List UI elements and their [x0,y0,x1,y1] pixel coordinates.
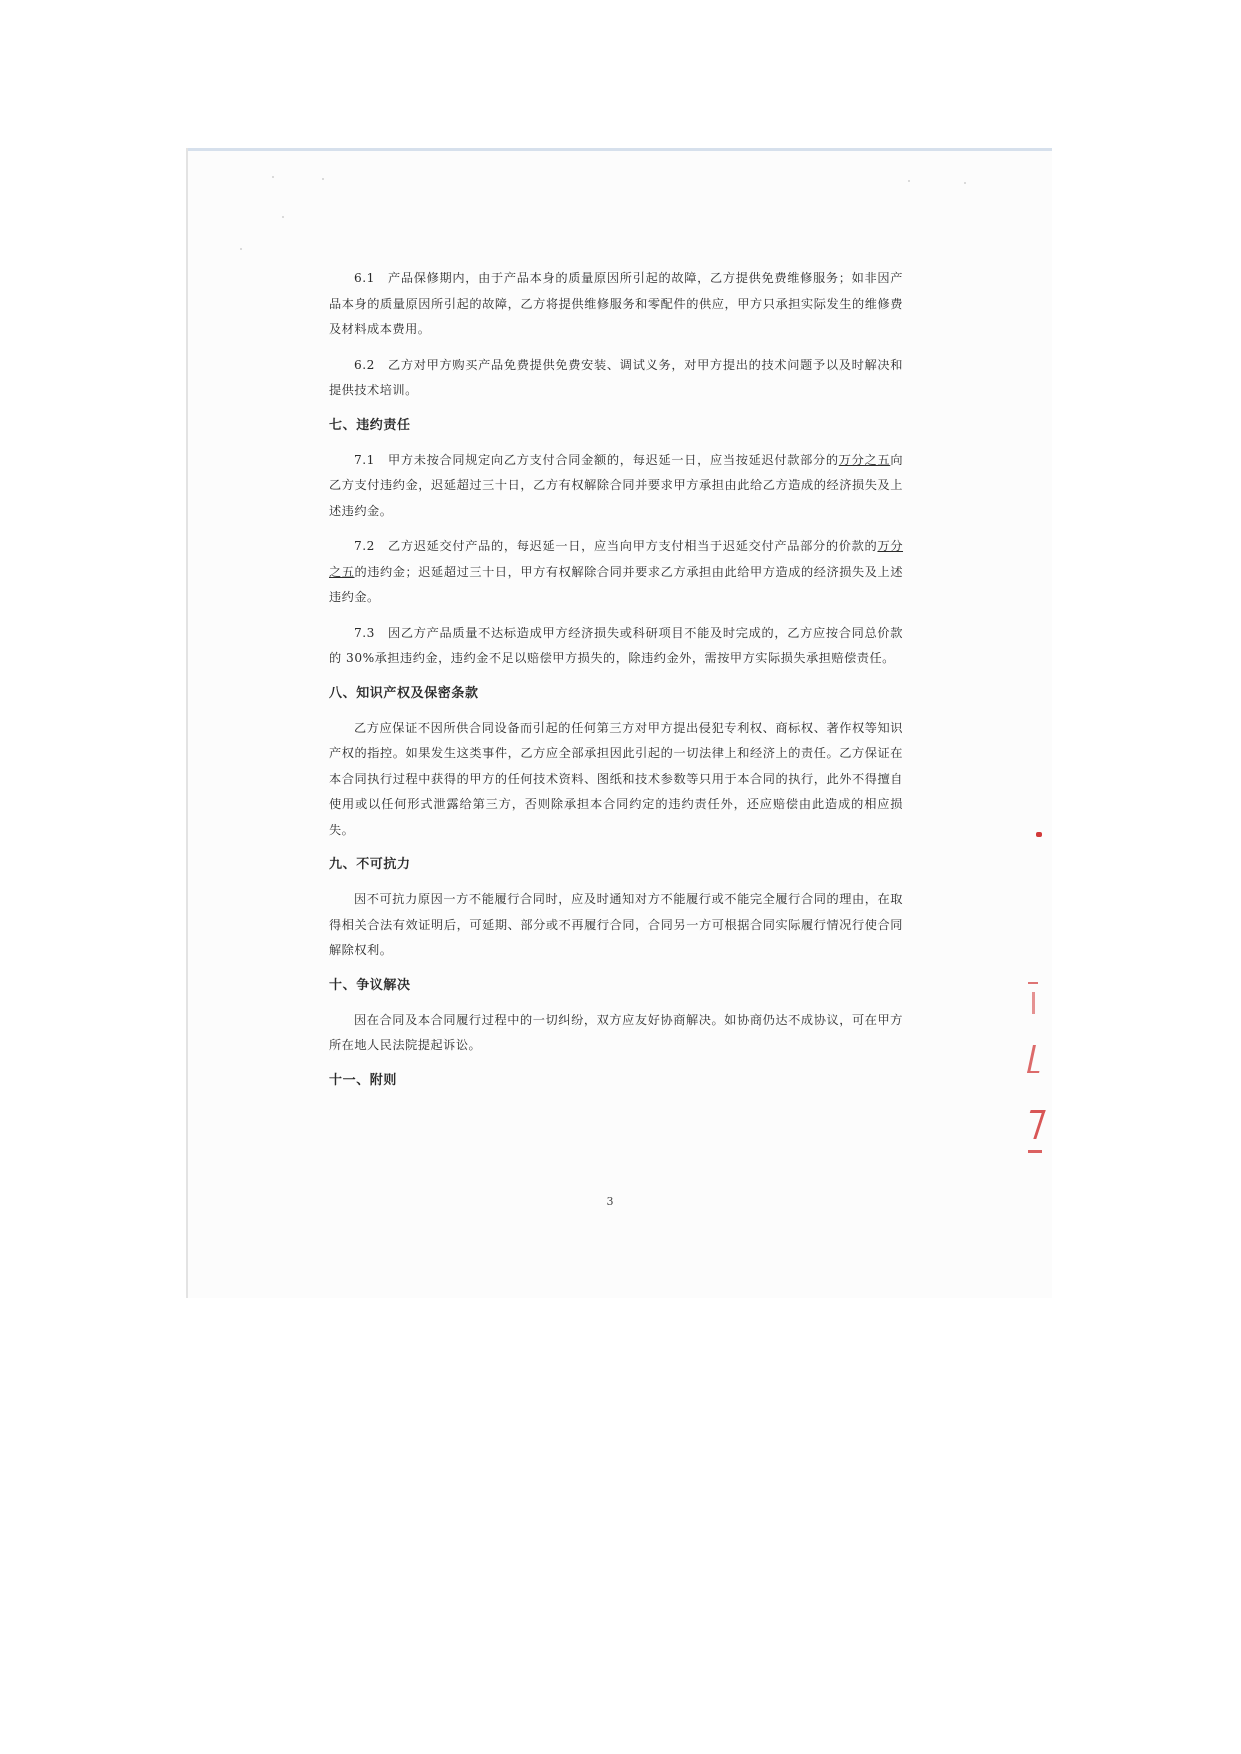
paragraph [329,448,903,525]
section-heading [329,414,903,438]
section-heading [329,682,903,706]
paragraph [329,534,903,611]
scan-speck [964,182,966,184]
text-run: 十一、附则 [329,1072,398,1088]
text-run: 十、争议解决 [329,977,411,993]
section-heading [329,1069,903,1093]
scan-speck [272,176,274,178]
scan-left-edge [186,148,188,1298]
paragraph [329,353,903,404]
scan-speck [908,180,910,182]
scan-speck [282,216,284,218]
paragraph [329,621,903,672]
underlined-text: 万分之五 [329,539,904,579]
text-run: 乙方应保证不因所供合同设备而引起的任何第三方对甲方提出侵犯专利权、商标权、著作权等知识产权的指控。如果发生这类事件，乙方应全部承担因此引起的一切法律上和经济上的责任。乙方保证在本合同执行过程中获得的甲方的任何技术资料、图纸和技术参数等只用于本合同的执行，此外不得擅自使用或以任何形式泄露给第三方，否则除承担本合同约定的违约责任外，还应赔偿由此造成的相应损失。 [329,720,903,837]
paragraph [329,887,903,964]
text-run: 向乙方支付违约金，迟延超过三十日，乙方有权解除合同并要求甲方承担由此给乙方造成的经济损失及上述违约金。 [329,452,903,518]
text-run: 七、违约责任 [329,417,411,433]
page-number: 3 [606,1195,614,1208]
text-run: 八、知识产权及保密条款 [329,685,479,701]
scan-speck [240,248,242,250]
seal-fragment [1032,992,1035,1014]
scan-speck [322,178,324,180]
text-run: 因在合同及本合同履行过程中的一切纠纷，双方应友好协商解决。如协商仍达不成协议，可在甲方所在地人民法院提起诉讼。 [329,1012,903,1052]
text-run: 7.3 因乙方产品质量不达标造成甲方经济损失或科研项目不能及时完成的，乙方应按合同总价款的 30%承担违约金，违约金不足以赔偿甲方损失的，除违约金外，需按甲方实际损失承担赔偿责任。 [329,625,903,665]
text-run: 的违约金；迟延超过三十日，甲方有权解除合同并要求乙方承担由此给甲方造成的经济损失及上述违约金。 [329,564,904,604]
text-run: 7.1 甲方未按合同规定向乙方支付合同金额的，每迟延一日，应当按延迟付款部分的 [354,452,839,467]
text-run: 九、不可抗力 [329,857,411,872]
document-body [329,266,903,1103]
paragraph [329,1008,903,1059]
paragraph [329,716,903,844]
text-run: 6.1 产品保修期内，由于产品本身的质量原因所引起的故障，乙方提供免费维修服务；如非因产品本身的质量原因所引起的故障，乙方将提供维修服务和零配件的供应，甲方只承担实际发生的维修费及材料成本费用。 [329,271,903,336]
paragraph [329,266,903,343]
seal-fragment [1028,1150,1042,1153]
section-heading [329,974,903,998]
section-heading [329,853,903,877]
underlined-text: 万分之五 [838,452,891,467]
text-run: 7.2 乙方迟延交付产品的，每迟延一日，应当向甲方支付相当于迟延交付产品部分的价款的 [354,539,878,553]
seal-fragment [1028,982,1038,984]
text-run: 因不可抗力原因一方不能履行合同时，应及时通知对方不能履行或不能完全履行合同的理由，在取得相关合法有效证明后，可延期、部分或不再履行合同，合同另一方可根据合同实际履行情况行使合同解除权利。 [329,892,903,957]
text-run: 6.2 乙方对甲方购买产品免费提供免费安装、调试义务，对甲方提出的技术问题予以及时解决和提供技术培训。 [329,357,903,397]
seal-fragment [1036,832,1042,837]
scan-top-edge [186,148,1052,151]
